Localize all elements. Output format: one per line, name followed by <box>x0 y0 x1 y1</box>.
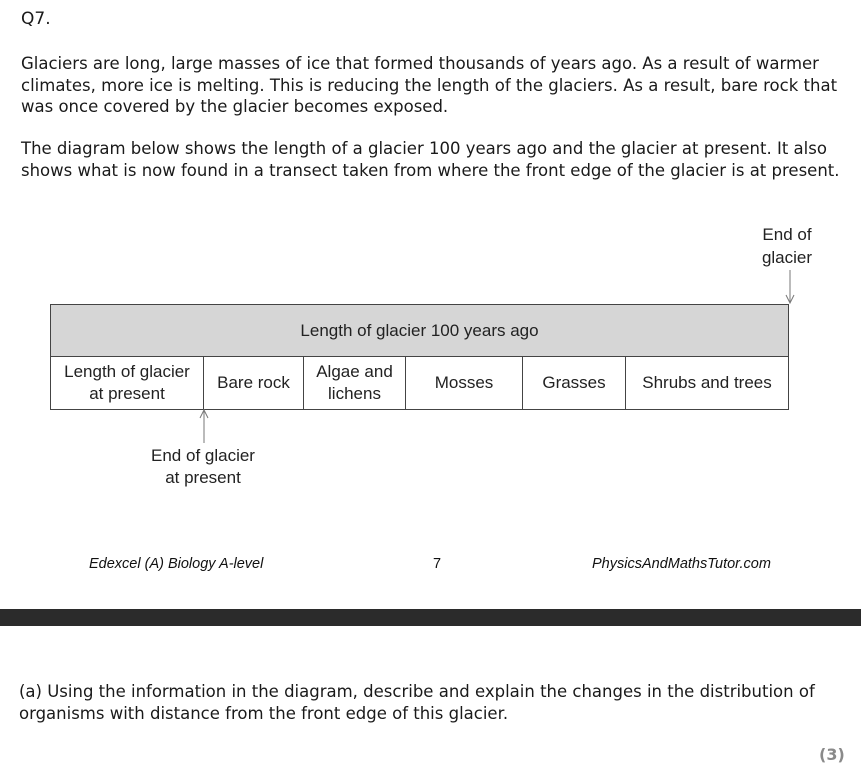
transect-row <box>51 357 788 409</box>
intro-paragraph: Glaciers are long, large masses of ice that formed thousands of years ago. As a result of warmer climates, more ice is melting. This is reducing the length of the glaciers. As a result, bare rock that was once covered by the glacier becomes exposed. <box>21 54 838 116</box>
footer-page-number: 7 <box>433 556 442 572</box>
zone-algae-lichens: Algae and lichens <box>304 357 406 409</box>
question-number: Q7. <box>21 9 51 29</box>
present-end-label: End of glacier at present <box>151 446 255 487</box>
zone-bare-rock: Bare rock <box>204 357 304 409</box>
end-of-glacier-label: End of glacier <box>761 225 813 267</box>
zone-present-glacier: Length of glacier at present <box>51 357 204 409</box>
marks-indicator: (3) <box>819 745 845 764</box>
zone-grasses: Grasses <box>523 357 626 409</box>
part-a-question: (a) Using the information in the diagram, describe and explain the changes in the distribution of organisms with distance from the front edge of this glacier. <box>19 682 815 723</box>
glacier-diagram <box>50 304 789 410</box>
glacier-100-years-band: Length of glacier 100 years ago <box>51 305 788 357</box>
footer-source: PhysicsAndMathsTutor.com <box>592 556 771 572</box>
down-arrow-icon <box>783 270 797 304</box>
zone-mosses: Mosses <box>406 357 523 409</box>
zone-shrubs-trees: Shrubs and trees <box>642 373 772 392</box>
diagram-intro-paragraph: The diagram below shows the length of a glacier 100 years ago and the glacier at present. It also shows what is now found in a transect taken from where the front edge of the glacier is at present. <box>21 139 840 180</box>
up-arrow-icon <box>197 408 211 444</box>
page-divider <box>0 609 861 626</box>
footer-course: Edexcel (A) Biology A-level <box>89 556 264 572</box>
